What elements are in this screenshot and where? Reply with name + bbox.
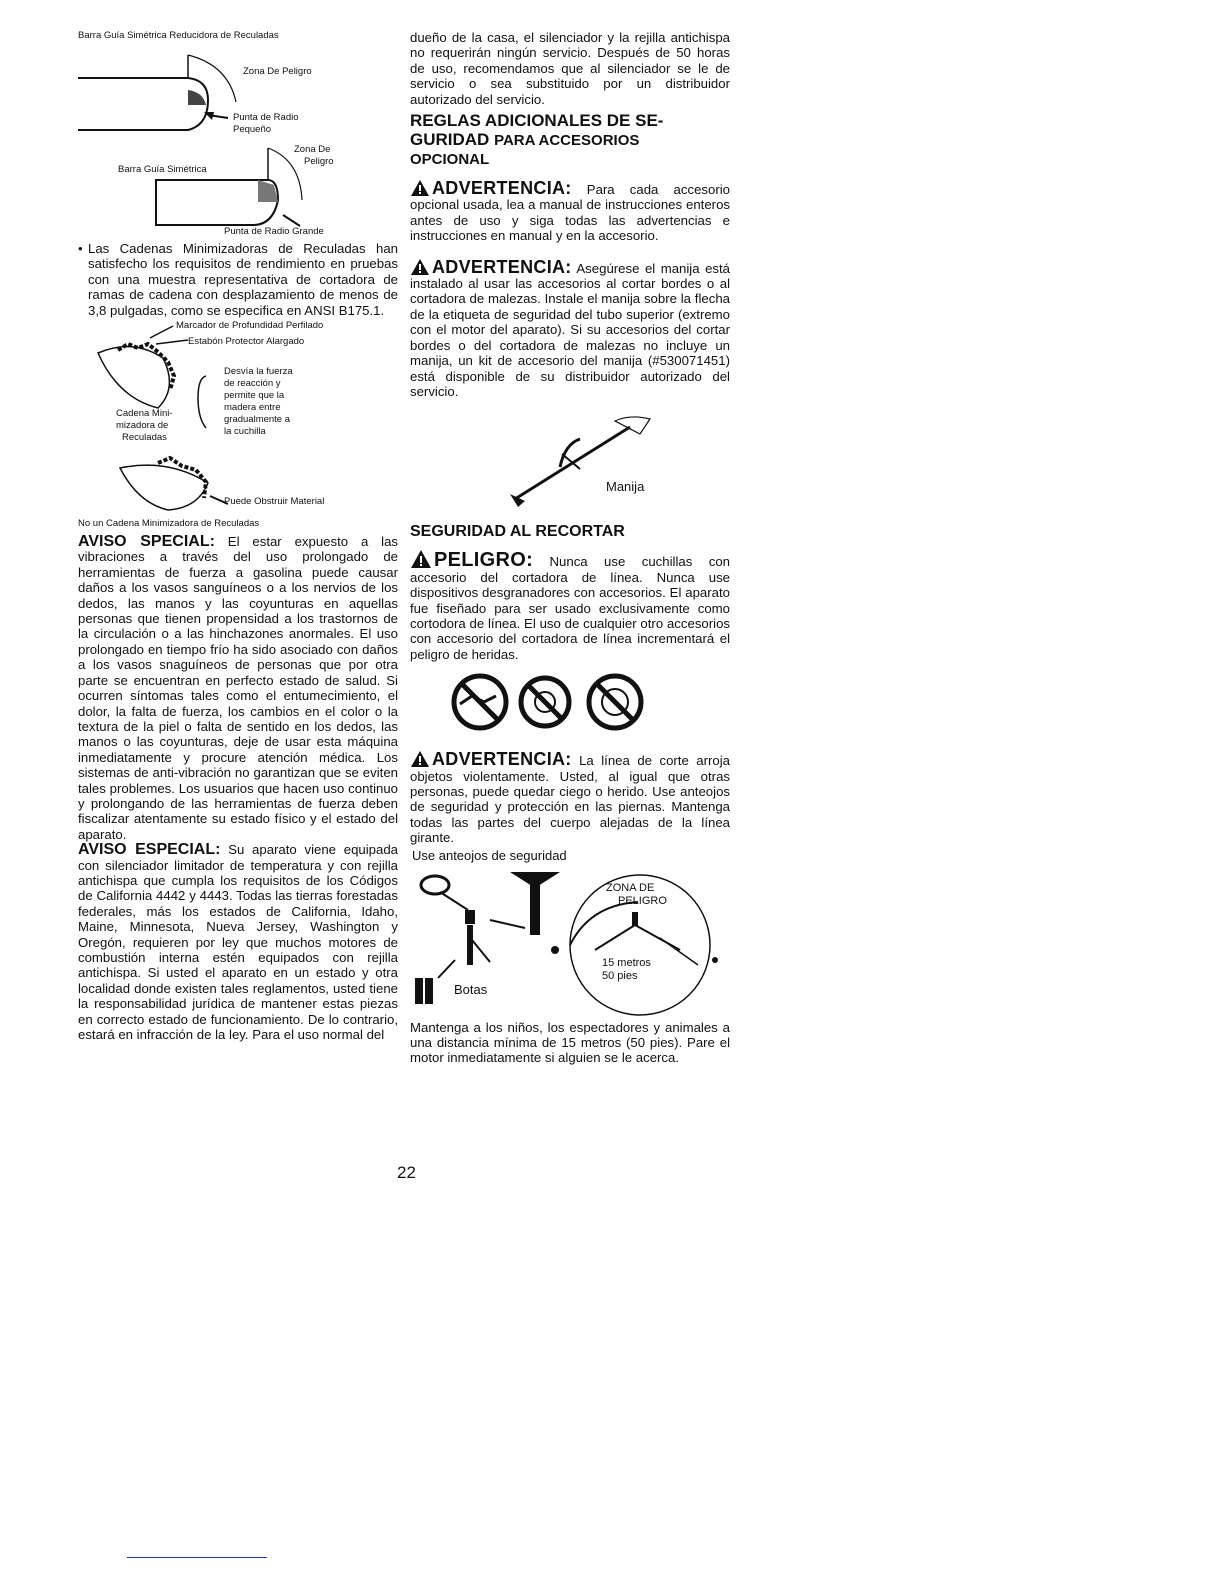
aviso-special-1 [78,534,398,842]
depth-marker-label: Marcador de Profundidad Perfilado [176,320,324,332]
page-number: 22 [397,1163,416,1182]
aviso-1-body: El estar expuesto a las vibraciones a través del uso prolongado de herramientas de fuerza a gasolina puede causar daños a los vasos sanguíneos o a los nervios de los dedos, las manos y las coyunturas en aquellas personas que tienen propensidad a los trastornos de la circulación o a las hinchazones anormales. El uso prolongado en tiempo frío ha sido asociado con daños a los vasos snaguíneos de personas que por otra parte se encuentran en perfecto estado de salud. Si ocurren síntomas tales como el entumecimiento, el dolor, la falta de fuerza, los cambios en el color o la textura de la piel o falta de sentido en los dedos, las manos o las coyunturas, deje de usar esta máquina inmediatamente y procure atención médica. Los sistemas de anti-vibración no garantizan que se eviten tales problemes. Los usuarios que hacen uso continuo y prolongando de las herramientas de fuerza deben fiscalizar atentamente su estado físico y el estado del aparato. [78,534,399,842]
handle-figure [410,399,730,509]
warning-2-body: Asegúrese el manija está instalado al usar las accesorios al cortar bordes o al cortadora de malezas. Instale el manija sobre la flecha de la etiqueta de seguridad del tubo superior (extremo con el motor del aparato). Si su accesorios del cortar bordes o del cortadora de malezas no incluye un manija, un kit de accesorio del manija (#530071451) está disponible de su distribuidor autorizado del servicio. [410,260,730,399]
guide-bar-figure [78,30,398,235]
chain-label-1: Cadena Mini- [116,408,173,420]
chain-figure [78,318,398,538]
no-blade-icon [454,676,506,728]
deflect-5: gradualmente a [224,414,291,426]
no-brush-cutter-icon [521,678,569,726]
large-tip-label: Punta de Radio Grande [224,226,324,237]
continued-text: dueño de la casa, el silenciador y la rejilla antichispa no requerirán ningún servicio. Después de 50 horas de uso, recomendamos que al silenciador se le de servicio o sea substituido por un distribuidor autorizado del servicio. [410,30,730,107]
danger-heading: PELIGRO: [434,549,534,572]
warning-3-body: La línea de corte arroja objetos violentamente. Usted, al igual que otras personas, puede quedar ciego o herido. Use anteojos de seguridad y protección en las piernas. Mantenga todas las partes del cuerpo alejadas de la línea girante. [410,753,730,846]
non-chain-label: No un Cadena Minimizadora de Reculadas [78,518,260,530]
danger-body: Nunca use cuchillas con accesorio del cortadora de línea. Nunca use dispositivos desgranadores con accesorios. El aparato fue fiseñado para ser usado exclusivamente como cortodora de línea. El uso de cualquier otro accesorios con accesorio del cortadora de línea incrementará el peligro de heridas. [410,554,730,662]
bullet-dot: • [78,241,83,256]
sec1-line2 [410,130,730,150]
prohibited-blades-icons [410,662,730,742]
aviso-2-heading: AVISO ESPECIAL: [78,841,221,859]
zone-label-2: PELIGRO [618,894,667,907]
danger-zone-label-2a: Zona De [294,144,331,155]
aviso-1-heading: AVISO SPECIAL: [78,533,215,551]
warning-1 [410,179,730,244]
danger-notice [410,549,730,662]
warning-triangle-icon [410,549,432,569]
chain-label-3: Reculadas [122,432,167,444]
sec1-line2b: PARA ACCESORIOS [494,132,640,150]
warning-1-body: Para cada accesorio opcional usada, lea a manual de instrucciones enteros antes de uso y siga todas las advertencias e instrucciones en manual y en la accesorio. [410,182,730,244]
sym-bar-label: Barra Guía Simétrica [118,164,207,175]
sec1-line3: OPCIONAL [410,151,490,169]
distance-label-1: 15 metros [602,956,651,969]
deflect-1: Desvía la fuerza [224,366,293,378]
bullet-text: Las Cadenas Minimizadoras de Reculadas han satisfecho los requisitos de rendimiento en pruebas con una muestra representativa de cortadora de ramas de cadena con desplazamiento de menos de 3,8 pulgadas, como se especifica en ANSI B175.1. [88,241,398,318]
deflect-3: permite que la [224,390,285,402]
warning-2-heading: ADVERTENCIA: [432,256,572,277]
handle-label: Manija [606,479,645,495]
final-paragraph: Mantenga a los niños, los espectadores y animales a una distancia mínima de 15 metros (50 pies). Pare el motor inmediatamente si alguien se le acerca. [410,1019,730,1066]
warning-2 [410,258,730,400]
additional-rules-heading [410,111,730,169]
zone-label-1: ZONA DE [606,881,655,894]
requirements-bullet [78,241,398,318]
chain-label-2: mizadora de [116,420,169,432]
danger-zone-label-2b: Peligro [304,156,334,167]
right-column [410,30,730,1066]
footer-rule [127,1557,267,1558]
no-disc-icon [589,676,641,728]
sec1-line2a: GURIDAD [410,130,490,150]
goggles-label: Use anteojos de seguridad [412,847,567,863]
boots-label: Botas [454,981,488,997]
trimming-safety-heading: SEGURIDAD AL RECORTAR [410,523,625,541]
distance-label-2: 50 pies [602,969,638,982]
bar-fig-title: Barra Guía Simétrica Reducidora de Reculadas [78,30,279,41]
warning-3 [410,750,730,845]
aviso-2-body: Su aparato viene equipada con silenciador limitador de temperatura y con rejilla antichispa que cumpla los requisitos de los Códigos de California 4442 y 4443. Todas las tierras forestadas federales, más los estados de California, Idaho, Maine, Minnesota, Nueva Jersey, Washington y Oregón, requieren por ley que muchos motores de combustión interna estén equipados con rejilla antichispa. Si usted el aparato en un estado y otra localidad donde existen tales reglamentos, usted tiene la responsabilidad jurídica de mantener estas piezas en correcto estado de funcionamiento. De lo contrario, estará en infracción de la ley. Para el uso normal del [78,842,399,1043]
guard-link-label: Estabón Protector Alargado [188,336,305,348]
sec1-line1: REGLAS ADICIONALES DE SE- [410,111,664,131]
warning-triangle-icon [410,750,430,768]
small-tip-label-1: Punta de Radio [233,112,299,123]
prohibition-icons [410,662,730,742]
obstruct-label: Puede Obstruir Material [224,496,325,508]
danger-zone-label-1: Zona De Peligro [243,66,312,77]
warning-triangle-icon [410,179,430,197]
aviso-special-2 [78,842,398,1042]
warning-3-heading: ADVERTENCIA: [432,749,572,770]
warning-1-heading: ADVERTENCIA: [432,178,572,199]
deflect-4: madera entre [224,402,281,414]
trimmer-handle-drawing [410,399,730,509]
small-tip-label-2: Pequeño [233,124,272,135]
warning-triangle-icon [410,258,430,276]
deflect-2: de reacción y [224,378,281,390]
deflect-6: la cuchilla [224,426,266,438]
left-column [78,30,398,1042]
danger-zone-figure [410,847,730,1020]
